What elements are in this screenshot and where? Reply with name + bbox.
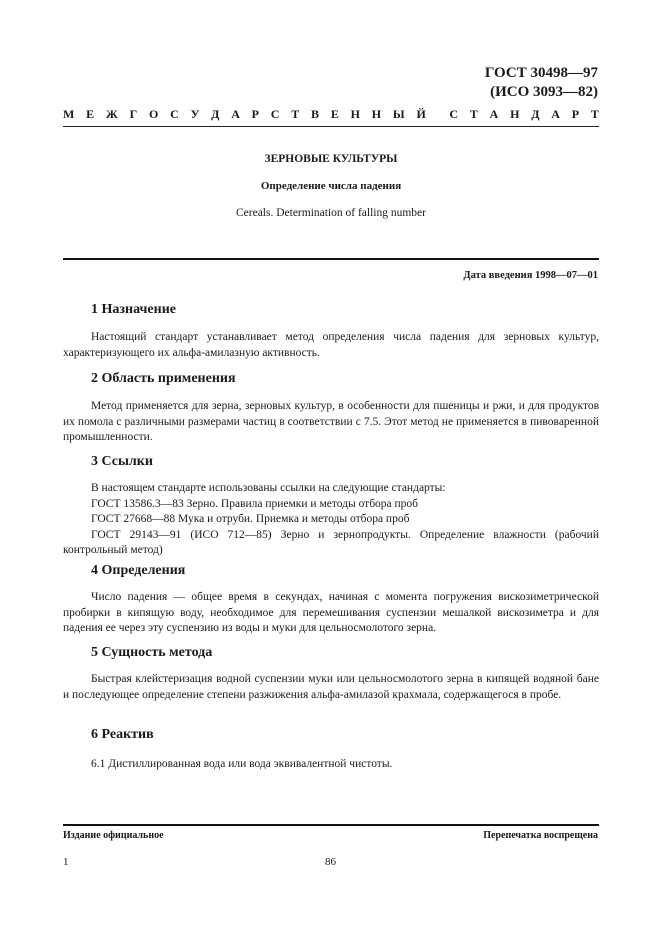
introduction-date: Дата введения 1998—07—01 bbox=[463, 270, 598, 281]
banner-letter: С bbox=[270, 107, 280, 121]
banner-letter: Д bbox=[531, 107, 540, 121]
section-body bbox=[63, 757, 599, 773]
edition-mark: 1 bbox=[63, 856, 69, 868]
paragraph: Быстрая клейстеризация водной суспензии муки или цельносмолотого зерна в кипящей водяной бане и последующее определение степени разжижения альфа-амилазой крахмала, содержащегося в пробе. bbox=[63, 673, 599, 701]
banner-letter: Е bbox=[86, 107, 95, 121]
document-designation bbox=[485, 64, 598, 102]
paragraph: Число падения — общее время в секундах, начиная с момента погружения вискозиметрической пробирки в кипящую воду, необходимое для перемешивания суспензии мешалкой вискозиметра и для падения ее через эту суспензию из воды и муки для цельносмолотого зерна. bbox=[63, 591, 599, 634]
section-heading: 1 Назначение bbox=[91, 302, 176, 317]
section-heading: 6 Реактив bbox=[91, 727, 154, 742]
reference-item: ГОСТ 27668—88 Мука и отруби. Приемка и методы отбора проб bbox=[91, 513, 410, 525]
section-heading: 4 Определения bbox=[91, 563, 186, 578]
section-body bbox=[63, 399, 599, 446]
header-rule bbox=[63, 126, 599, 127]
banner-letter: Ж bbox=[105, 107, 118, 121]
footer-rule bbox=[63, 824, 599, 826]
banner-letter: С bbox=[170, 107, 179, 121]
banner-letter: Т bbox=[590, 107, 599, 121]
banner-letter: О bbox=[148, 107, 159, 121]
reprint-prohibited-note: Перепечатка воспрещена bbox=[483, 830, 598, 841]
section-heading: 2 Область применения bbox=[91, 371, 236, 386]
page-number: 86 bbox=[325, 856, 336, 868]
section-body bbox=[63, 330, 599, 361]
section-body bbox=[63, 590, 599, 637]
title-rule bbox=[63, 258, 599, 260]
banner-letter: Ы bbox=[392, 107, 405, 121]
english-title: Cereals. Determination of falling number bbox=[235, 207, 426, 219]
section-heading: 5 Сущность метода bbox=[91, 645, 213, 660]
banner-letter: С bbox=[449, 107, 459, 121]
banner-letter: Н bbox=[371, 107, 382, 121]
banner-letter: Д bbox=[211, 107, 220, 121]
banner-letter: Т bbox=[291, 107, 300, 121]
section-heading: 3 Ссылки bbox=[91, 454, 153, 469]
document-subtitle: Определение числа падения bbox=[260, 180, 402, 192]
paragraph: Метод применяется для зерна, зерновых культур, в особенности для пшеницы и ржи, и для продуктов их помола с различными размерами частиц в соответствии с 7.5. Этот метод не применяется в пивоваренной промышленности. bbox=[63, 400, 599, 443]
banner-letter: У bbox=[190, 107, 200, 121]
banner-letter: А bbox=[551, 107, 560, 121]
banner-letter: А bbox=[231, 107, 240, 121]
section-body bbox=[63, 481, 599, 559]
banner-letter: М bbox=[63, 107, 75, 121]
official-edition-note: Издание официальное bbox=[63, 830, 164, 841]
banner-letter: Н bbox=[350, 107, 360, 121]
banner-letter: Р bbox=[251, 107, 259, 121]
paragraph: 6.1 Дистиллированная вода или вода эквивалентной чистоты. bbox=[91, 758, 393, 770]
banner-letter: В bbox=[311, 107, 320, 121]
banner-letter: Й bbox=[416, 107, 426, 121]
banner-letter: Н bbox=[510, 107, 520, 121]
banner-letter: Е bbox=[330, 107, 339, 121]
paragraph: Настоящий стандарт устанавливает метод определения числа падения для зерновых культур, характеризующего их альфа-амилазную активность. bbox=[63, 331, 599, 359]
gost-number: ГОСТ 30498—97 bbox=[484, 65, 598, 81]
reference-item: ГОСТ 29143—91 (ИСО 712—85) Зерно и зернопродукты. Определение влажности (рабочий контрольный метод) bbox=[63, 528, 599, 556]
document-title: ЗЕРНОВЫЕ КУЛЬТУРЫ bbox=[264, 153, 398, 165]
banner-letter: Р bbox=[571, 107, 580, 121]
interstate-standard-banner bbox=[63, 107, 599, 122]
banner-letter: А bbox=[489, 107, 499, 121]
banner-letter: Г bbox=[129, 107, 138, 121]
section-body bbox=[63, 672, 599, 703]
banner-letter: Т bbox=[469, 107, 478, 121]
reference-item: ГОСТ 13586.3—83 Зерно. Правила приемки и методы отбора проб bbox=[91, 497, 419, 510]
paragraph: В настоящем стандарте использованы ссылки на следующие стандарты: bbox=[91, 482, 446, 494]
iso-number: (ИСО 3093—82) bbox=[490, 84, 598, 100]
